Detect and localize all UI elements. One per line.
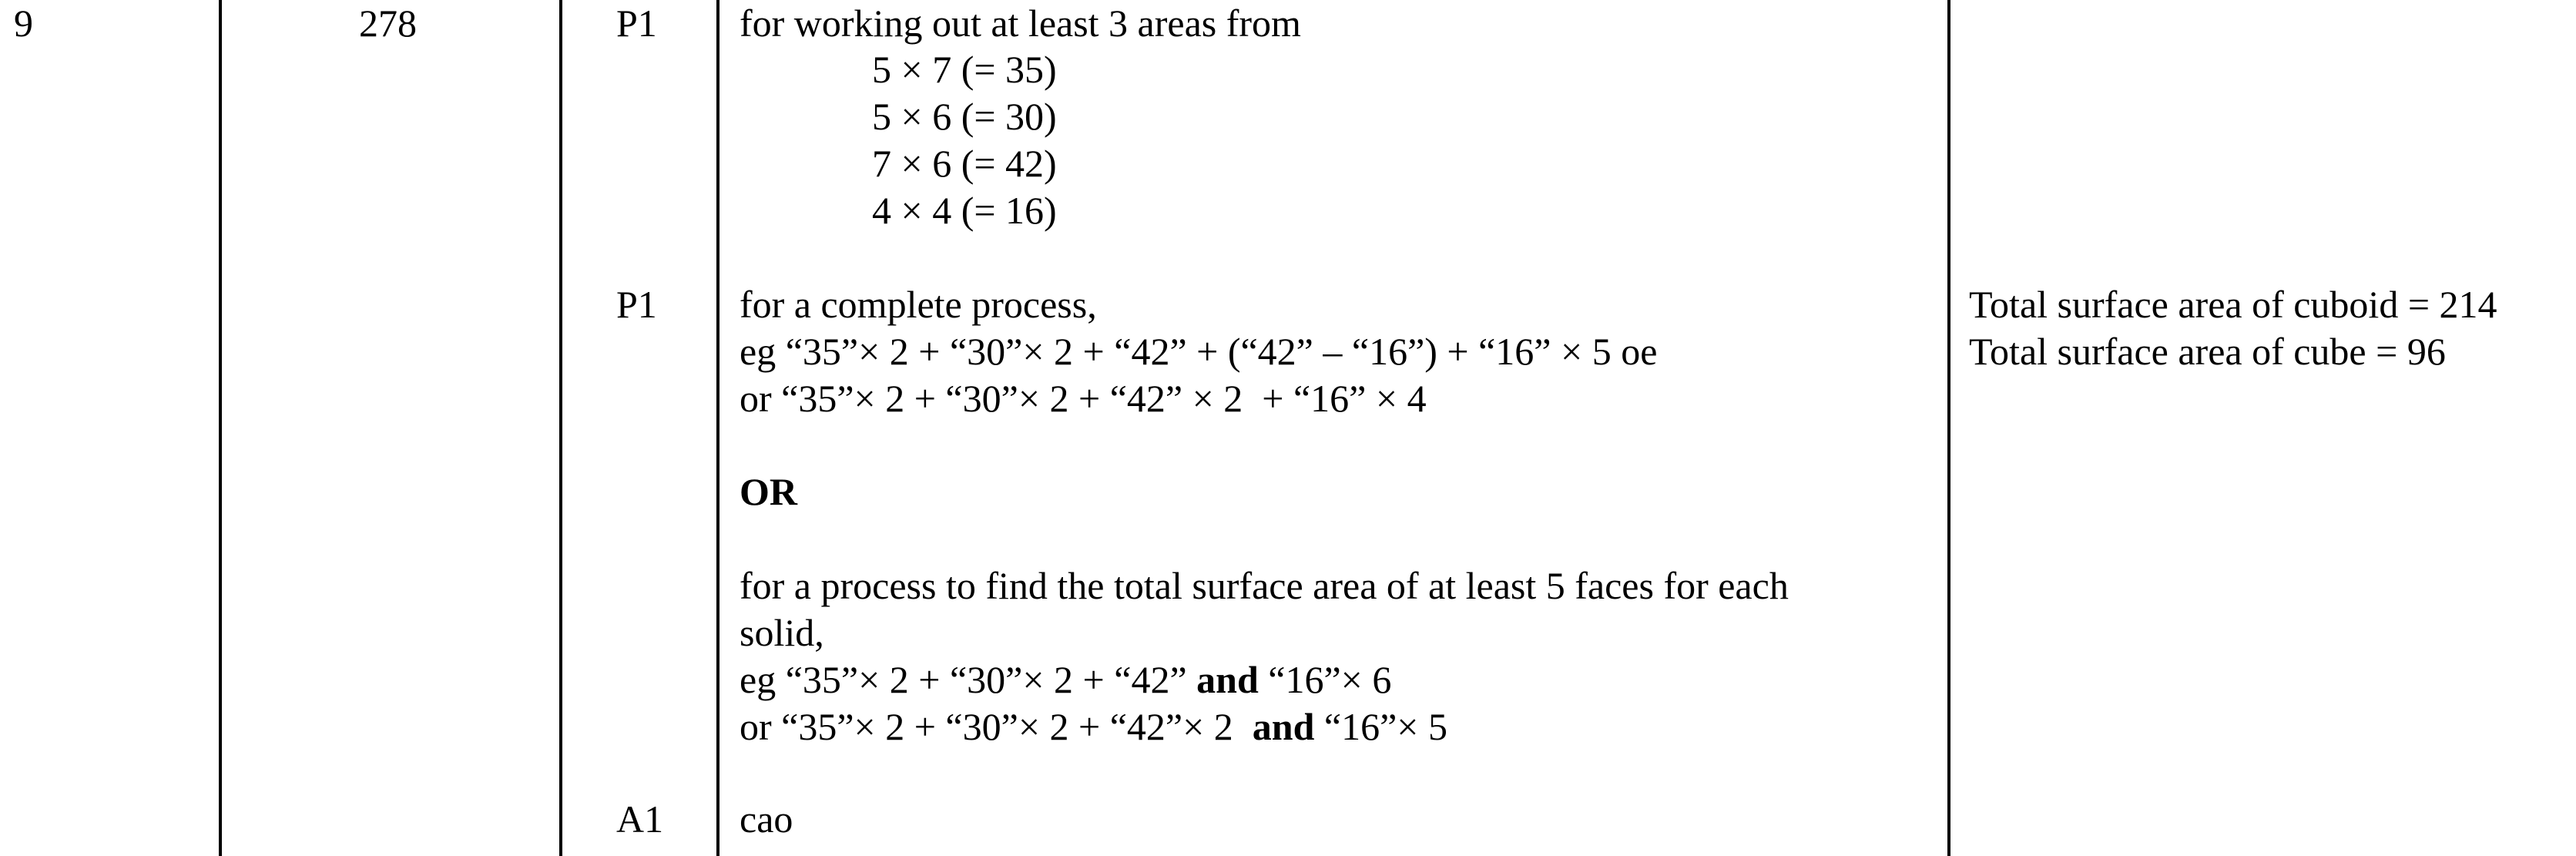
question-number: 9 — [14, 2, 33, 45]
mark-scheme-areas-intro: for working out at least 3 areas from — [740, 2, 1301, 45]
area-calculation: 5 × 7 (= 35) — [872, 48, 1057, 91]
note-cube-area: Total surface area of cube = 96 — [1969, 330, 2446, 373]
area-calculation: 5 × 6 (= 30) — [872, 95, 1057, 138]
mark-code-1: P1 — [616, 2, 657, 45]
alternative-eg-end: “16”× 6 — [1258, 658, 1392, 701]
alternative-or-line — [740, 703, 1447, 750]
mark-code-2: P1 — [616, 283, 657, 326]
alternative-or-start: or “35”× 2 + “30”× 2 + “42”× 2 — [740, 705, 1253, 748]
or-separator: OR — [740, 470, 797, 513]
mark-scheme-process-or: or “35”× 2 + “30”× 2 + “42” × 2 + “16” × 4 — [740, 377, 1427, 420]
alternative-intro-line-2: solid, — [740, 611, 824, 654]
area-calculation: 4 × 4 (= 16) — [872, 189, 1057, 232]
mark-code-3: A1 — [616, 797, 664, 841]
alternative-eg-start: eg “35”× 2 + “30”× 2 + “42” — [740, 658, 1197, 701]
mark-scheme-final: cao — [740, 797, 793, 841]
mark-scheme-process-intro: for a complete process, — [740, 283, 1097, 326]
area-calculation: 7 × 6 (= 42) — [872, 142, 1057, 185]
mark-scheme-process-eg: eg “35”× 2 + “30”× 2 + “42” + (“42” – “16”) + “16” × 5 oe — [740, 330, 1658, 373]
column-divider-1 — [219, 0, 222, 856]
column-divider-2 — [559, 0, 562, 856]
alternative-eg-and: and — [1196, 658, 1259, 701]
answer-value: 278 — [359, 2, 417, 45]
alternative-eg-line — [740, 656, 1391, 703]
alternative-intro-line-1: for a process to find the total surface area of at least 5 faces for each — [740, 564, 1789, 607]
alternative-or-end: “16”× 5 — [1314, 705, 1448, 748]
column-divider-3 — [716, 0, 719, 856]
column-divider-4 — [1947, 0, 1950, 856]
alternative-or-and: and — [1252, 705, 1315, 748]
note-cuboid-area: Total surface area of cuboid = 214 — [1969, 283, 2497, 326]
